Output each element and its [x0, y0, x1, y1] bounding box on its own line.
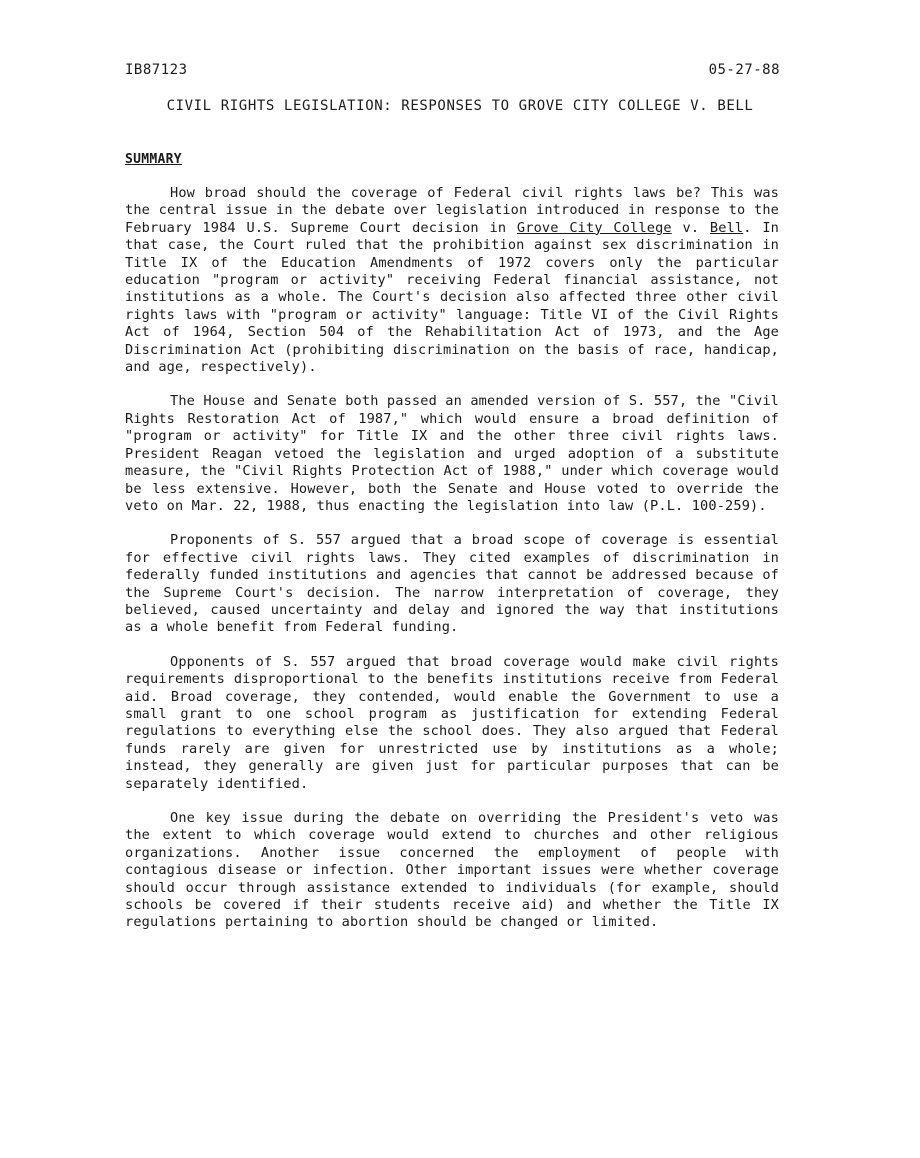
document-date: 05-27-88 — [708, 62, 780, 78]
summary-paragraph-3: Proponents of S. 557 argued that a broad scope of coverage is essential for effective civil rights laws. They cited examples of discrimination in federally funded institutions and agencies that cannot be addressed because of the Supreme Court's decision. The narrow interpretation of coverage, they believed, caused uncertainty and delay and ignored the way that institutions as a whole benefit from Federal funding. — [125, 532, 779, 636]
summary-body — [125, 185, 779, 932]
summary-paragraph-1 — [125, 185, 779, 376]
case-name-bell: Bell — [709, 219, 744, 236]
document-id: IB87123 — [125, 62, 188, 78]
section-heading-summary: SUMMARY — [125, 152, 182, 167]
paragraph-text: How broad should the coverage of Federal civil rights laws be? This was the central issue in the debate over legislation introduced in response to the February 1984 U.S. Supreme Court decision in — [125, 185, 779, 236]
case-name-grove-city-college: Grove City College — [516, 219, 672, 236]
case-versus: v. — [671, 219, 710, 236]
document-title: CIVIL RIGHTS LEGISLATION: RESPONSES TO GROVE CITY COLLEGE V. BELL — [166, 98, 754, 114]
summary-paragraph-2: The House and Senate both passed an amended version of S. 557, the "Civil Rights Restoration Act of 1987," which would ensure a broad definition of "program or activity" for Title IX and the other three civil rights laws. President Reagan vetoed the legislation and urged adoption of a substitute measure, the "Civil Rights Protection Act of 1988," under which coverage would be less extensive. However, both the Senate and House voted to override the veto on Mar. 22, 1988, thus enacting the legislation into law (P.L. 100-259). — [125, 393, 779, 514]
summary-paragraph-5: One key issue during the debate on overriding the President's veto was the extent to which coverage would extend to churches and other religious organizations. Another issue concerned the employment of people with contagious disease or infection. Other important issues were whether coverage should occur through assistance extended to individuals (for example, should schools be covered if their students receive aid) and whether the Title IX regulations pertaining to abortion should be changed or limited. — [125, 810, 779, 931]
summary-paragraph-4: Opponents of S. 557 argued that broad coverage would make civil rights requirements disproportional to the benefits institutions receive from Federal aid. Broad coverage, they contended, would enable the Government to use a small grant to one school program as justification for extending Federal regulations to everything else the school does. They also argued that Federal funds rarely are given for unrestricted use by institutions as a whole; instead, they generally are given just for particular purposes that can be separately identified. — [125, 653, 779, 792]
paragraph-text: . In that case, the Court ruled that the prohibition against sex discrimination in Title IX of the Education Amendments of 1972 covers only the particular education "program or activity" receiving Federal financial assistance, not institutions as a whole. The Court's decision also affected three other civil rights laws with "program or activity" language: Title VI of the Civil Rights Act of 1964, Section 504 of the Rehabilitation Act of 1973, and the Age Discrimination Act (prohibiting discrimination on the basis of race, handicap, and age, respectively). — [125, 219, 779, 376]
